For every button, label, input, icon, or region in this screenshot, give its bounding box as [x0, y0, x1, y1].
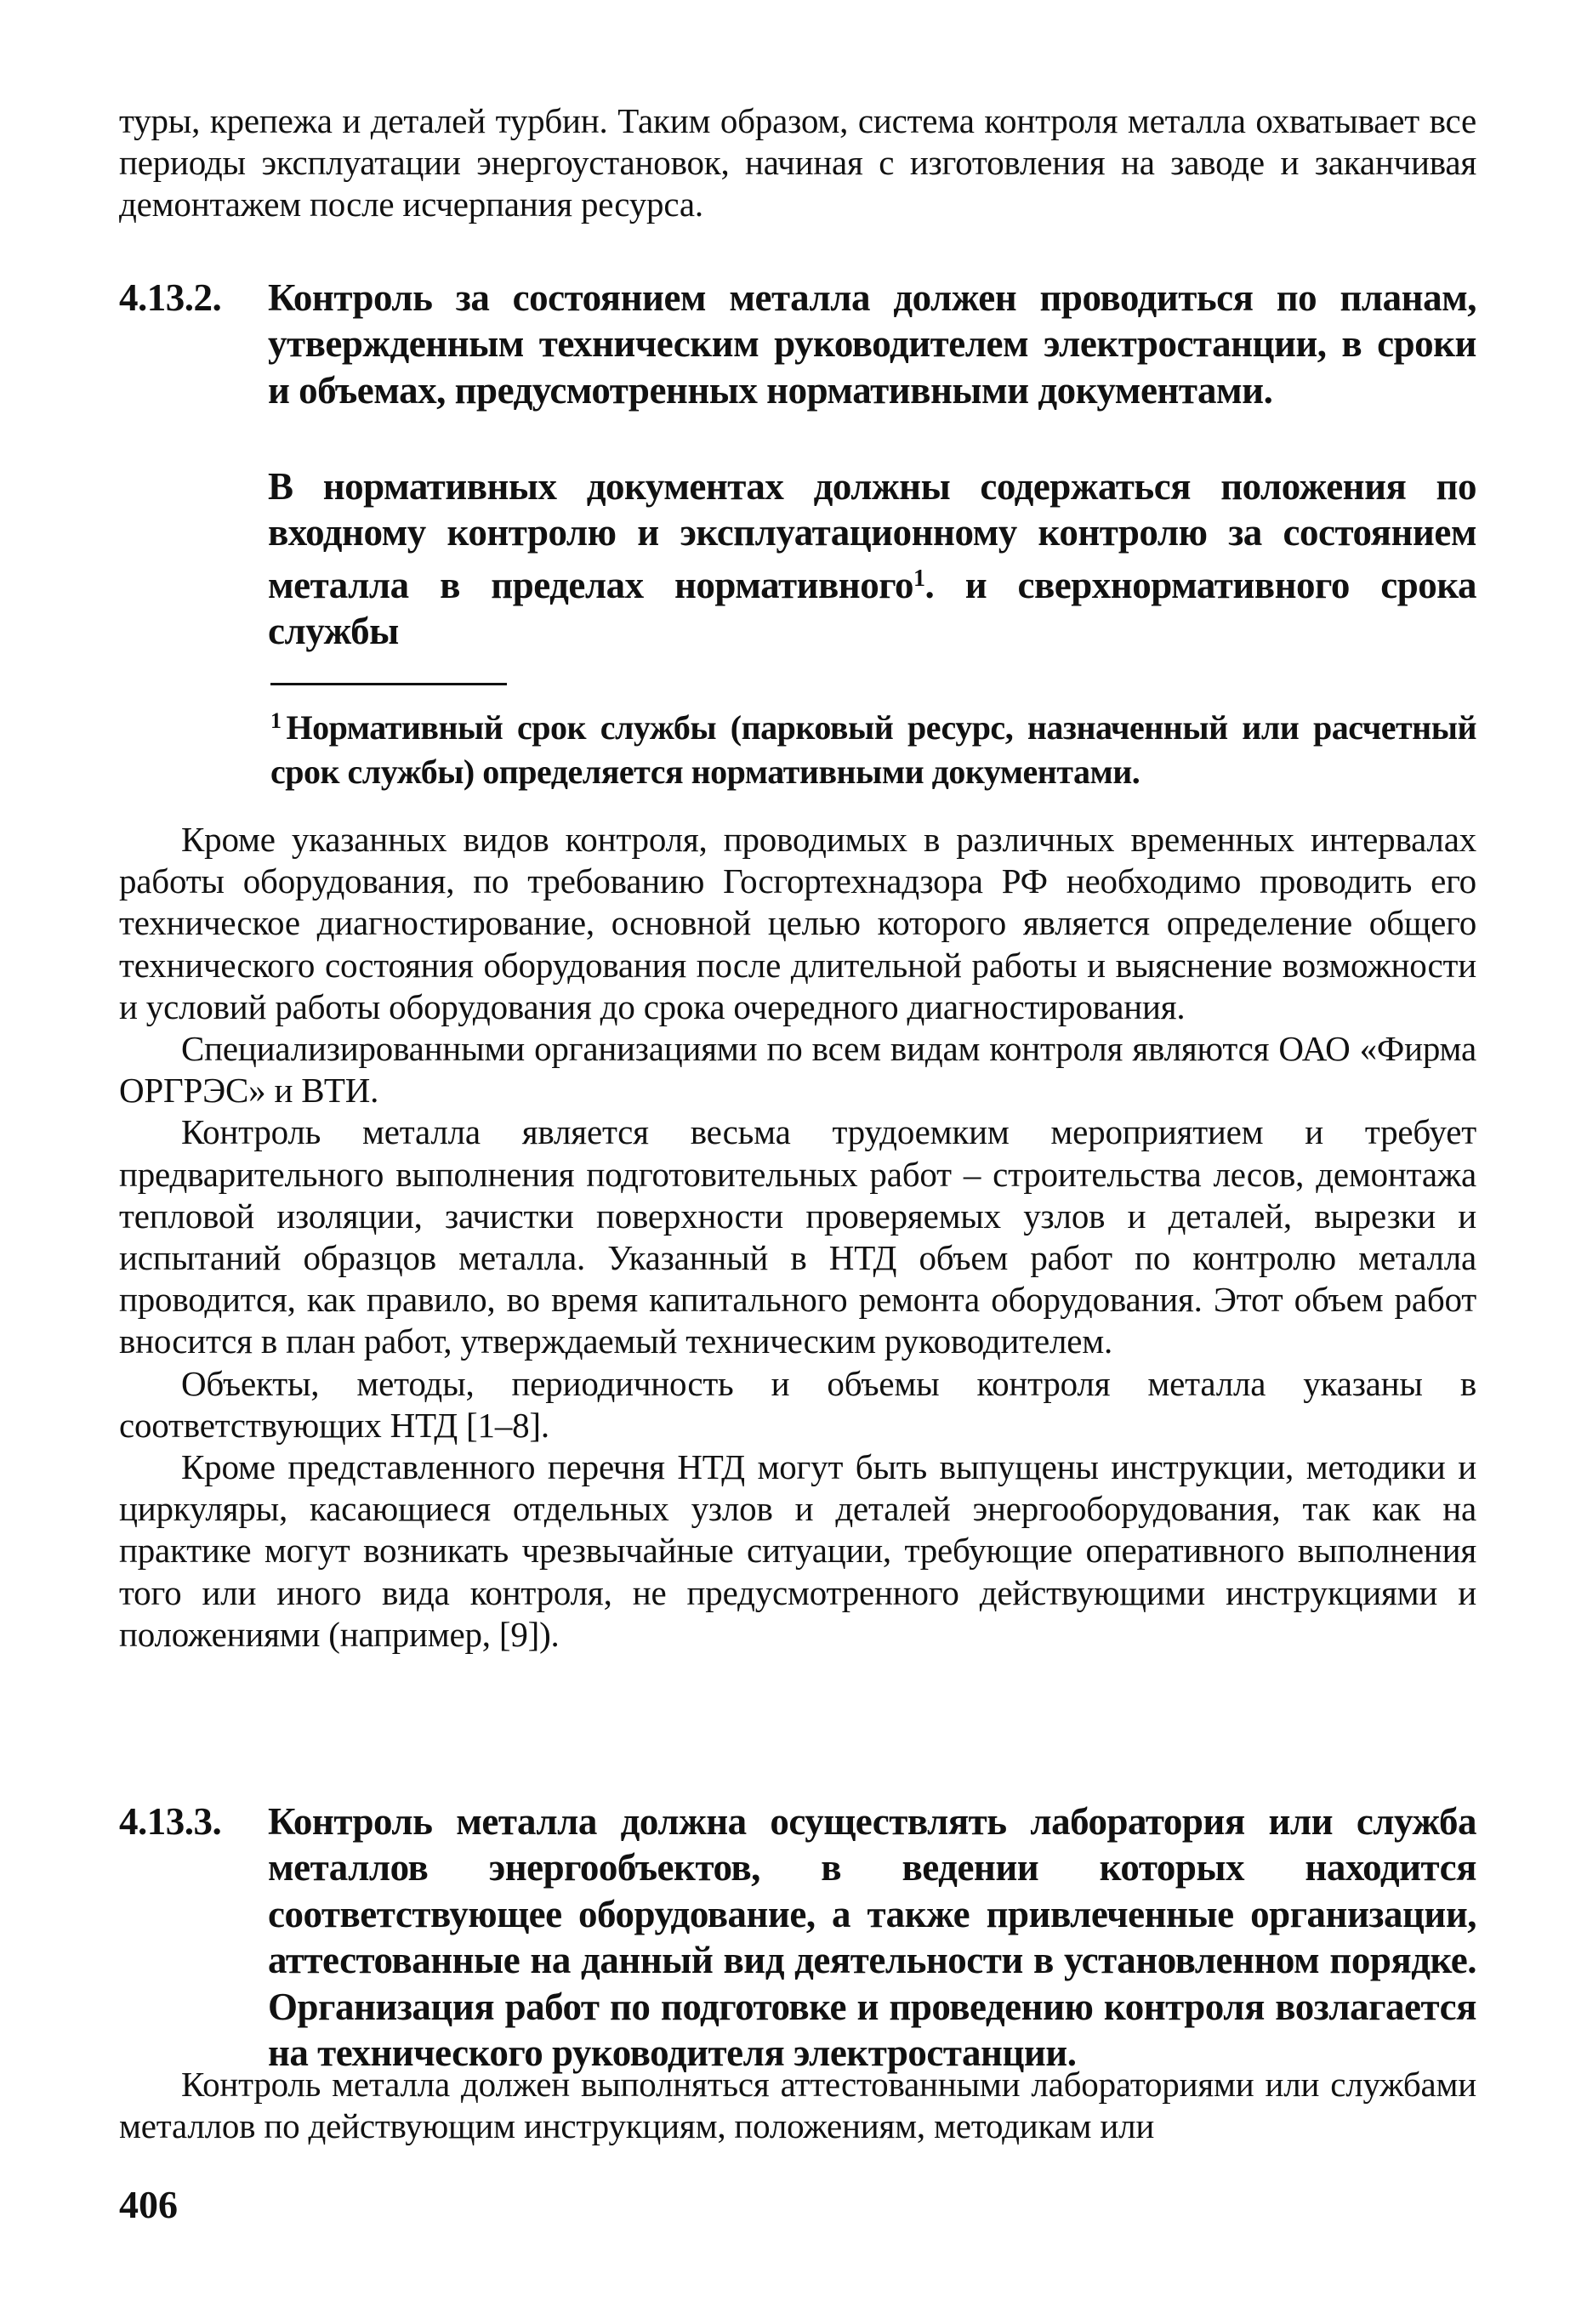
- closing-paragraph: [119, 2064, 1476, 2147]
- body-text: [119, 819, 1476, 1656]
- body-paragraph-2: Специализированными организациями по всем видам контроля являются ОАО «Фирма ОРГРЭС» и ВТИ.: [119, 1029, 1476, 1111]
- page-number: 406: [119, 2183, 178, 2226]
- body-paragraph-4: Объекты, методы, периодичность и объемы контроля металла указаны в соответствующих НТД [1–8].: [119, 1363, 1476, 1445]
- intro-paragraph: [119, 100, 1476, 226]
- section-4-13-3-paragraph: Контроль металла должна осуществлять лаборатория или служба металлов энергообъектов, в ведении которых находится соответствующее оборудование, а также привлеченные организации, аттестованные на данный вид деятельности в установленном порядке. Организация работ по подготовке и проведению контроля возлагается на технического руководителя электростанции.: [268, 1800, 1476, 2075]
- section-4-13-2-paragraph-2: [268, 463, 1476, 655]
- footnote-mark: 1: [270, 708, 282, 733]
- footnote-text: Нормативный срок службы (парковый ресурс, назначенный или расчетный срок службы) определяется нормативными документами.: [270, 708, 1476, 791]
- body-paragraph-3: Контроль металла является весьма трудоемким мероприятием и требует предварительного выполнения подготовительных работ – строительства лесов, демонтажа тепловой изоляции, зачистки поверхности проверяемых узлов и деталей, вырезки и испытаний образцов металла. Указанный в НТД объем работ по контролю металла проводится, как правило, во время капитального ремонта оборудования. Этот объем работ вносится в план работ, утверждаемый техническим руководителем.: [119, 1112, 1476, 1361]
- intro-text: туры, крепежа и деталей турбин. Таким образом, система контроля металла охватывает все периоды эксплуатации энергоустановок, начиная с изготовления на заводе и заканчивая демонтажем после исчерпания ресурса.: [119, 101, 1476, 224]
- body-paragraph-5: Кроме представленного перечня НТД могут быть выпущены инструкции, методики и циркуляры, касающиеся отдельных узлов и деталей энергооборудования, так как на практике могут возникать чрезвычайные ситуации, требующие оперативного выполнения того или иного вида контроля, не предусмотренного действующими инструкциями и положениями (например, [9]).: [119, 1447, 1476, 1654]
- closing-text: Контроль металла должен выполняться аттестованными лабораториями или службами металлов по действующим инструкциям, положениям, методикам или: [119, 2065, 1476, 2146]
- footnote-reference: 1: [913, 565, 925, 592]
- footnote: [270, 699, 1476, 794]
- section-4-13-2-text-before: В нормативных документах должны содержаться положения по входному контролю и эксплуатационному контролю за состоянием металла в пределах нормативного: [268, 465, 1476, 606]
- section-number-4-13-3: 4.13.3.: [119, 1800, 222, 1843]
- body-paragraph-1: Кроме указанных видов контроля, проводимых в различных временных интервалах работы оборудования, по требованию Госгортехнадзора РФ необходимо проводить его техническое диагностирование, основной целью которого является определение общего технического состояния оборудования после длительной работы и выяснение возможности и условий работы оборудования до срока очередного диагностирования.: [119, 820, 1476, 1026]
- section-number-4-13-2: 4.13.2.: [119, 276, 222, 319]
- section-4-13-2-paragraph-1: Контроль за состоянием металла должен проводиться по планам, утвержденным техническим руководителем электростанции, в сроки и объемах, предусмотренных нормативными документами.: [268, 276, 1476, 412]
- section-4-13-2-text-after: . и сверхнормативного срока службы: [268, 563, 1476, 653]
- footnote-divider: [270, 683, 507, 685]
